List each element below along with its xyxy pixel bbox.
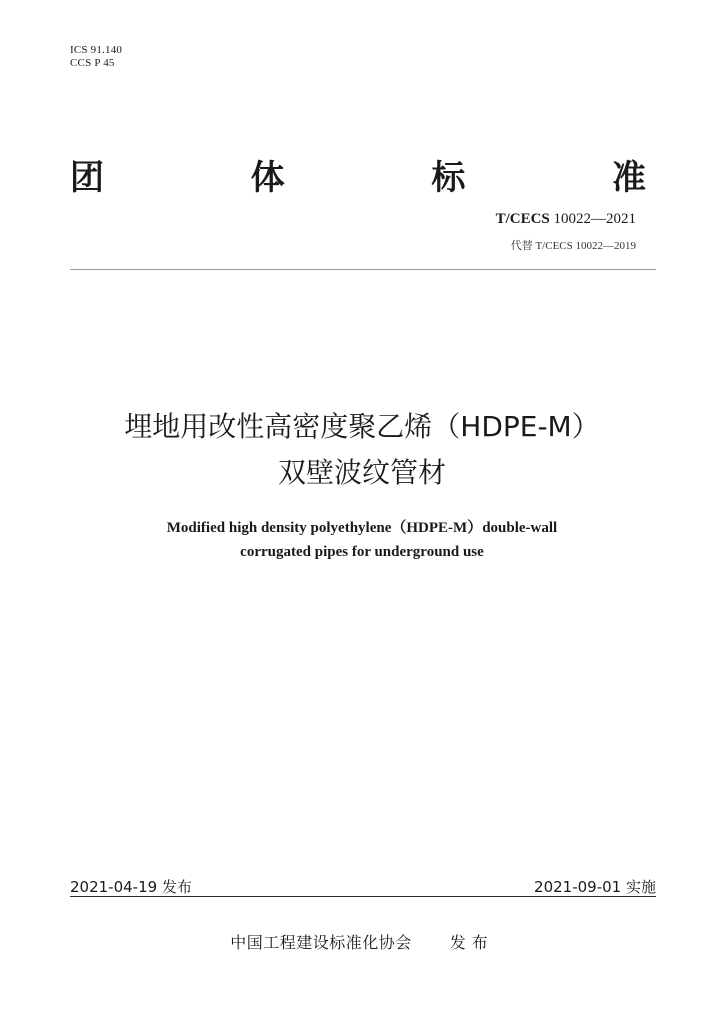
classification-codes <box>70 44 122 70</box>
chinese-title-line-2: 双壁波纹管材 <box>277 456 446 489</box>
publisher-name: 中国工程建设标准化协会 <box>230 933 412 952</box>
bottom-divider <box>70 896 656 897</box>
replaces-standard: 代替 T/CECS 10022—2019 <box>510 240 636 252</box>
standard-code-number: 10022—2021 <box>553 211 636 227</box>
english-title-line-1: Modified high density polyethylene（HDPE-M）double-wall <box>166 520 558 536</box>
ccs-code: CCS P 45 <box>70 57 115 69</box>
english-title-line-2: corrugated pipes for underground use <box>240 544 484 560</box>
standard-code-prefix: T/CECS <box>495 211 550 227</box>
publisher-label: 发布 <box>449 933 494 952</box>
top-divider <box>70 269 656 270</box>
ics-code: ICS 91.140 <box>70 44 123 56</box>
standard-type-char-3: 标 <box>431 158 466 198</box>
standard-type-char-2: 体 <box>250 158 285 198</box>
implementation-date: 2021-09-01 实施 <box>534 878 656 896</box>
standard-type-heading <box>70 150 646 199</box>
issue-date: 2021-04-19 发布 <box>70 878 192 896</box>
publisher-line <box>0 930 724 953</box>
standard-code <box>496 211 636 228</box>
standard-type-char-4: 准 <box>611 158 646 198</box>
chinese-title <box>40 404 684 496</box>
english-title <box>40 516 684 564</box>
standard-type-char-1: 团 <box>70 158 104 198</box>
chinese-title-line-1: 埋地用改性高密度聚乙烯（HDPE-M） <box>124 410 600 443</box>
